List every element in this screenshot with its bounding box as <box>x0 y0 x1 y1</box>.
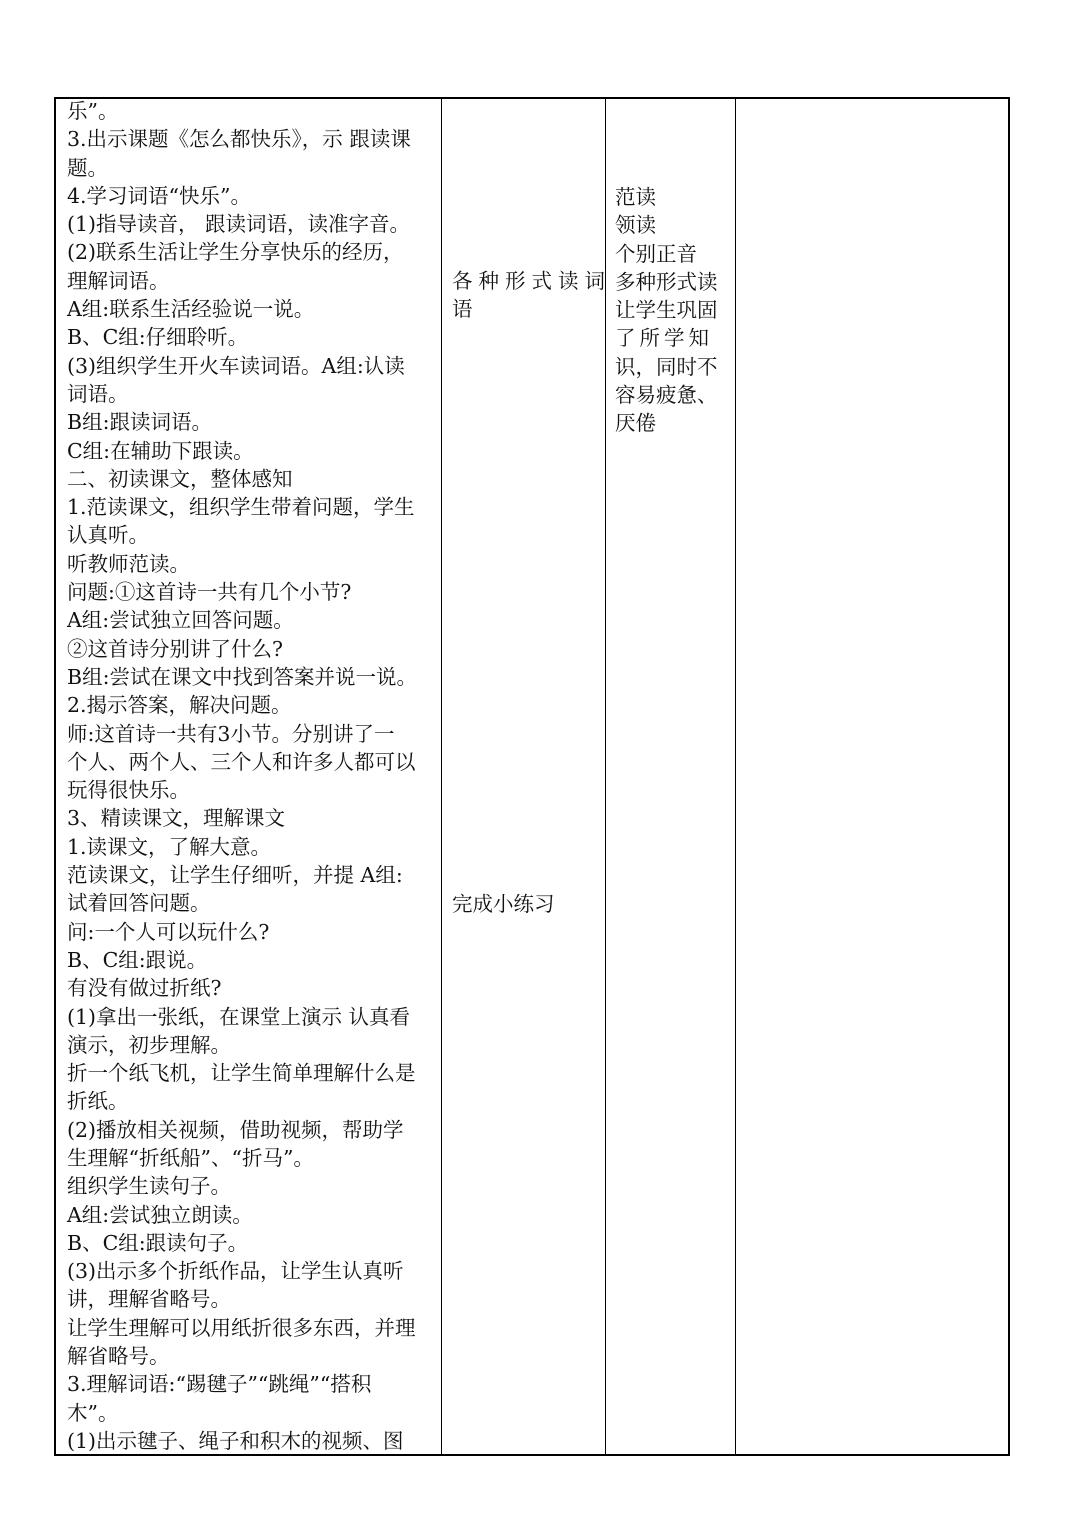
text-line: 演示，初步理解。 <box>67 1032 231 1057</box>
text-line: (2)播放相关视频，借助视频，帮助学 <box>67 1117 404 1142</box>
text-line: (3)出示多个折纸作品，让学生认真听 <box>67 1259 404 1284</box>
text-line: 个别正音 <box>615 241 697 266</box>
text-line: 3.出示课题《怎么都快乐》，示 跟读课 <box>67 127 411 152</box>
text-line: 了所学知 <box>615 326 713 351</box>
text-line: 乐”。 <box>67 99 119 123</box>
text-line: 讲，理解省略号。 <box>67 1287 231 1312</box>
text-line: C组:在辅助下跟读。 <box>67 438 254 463</box>
student-activity-block-1 <box>452 267 611 324</box>
text-line: 词语。 <box>67 381 129 406</box>
text-line: 理解词语。 <box>67 268 170 293</box>
text-line: 让学生巩固 <box>615 298 718 323</box>
text-line: 语 <box>452 297 473 322</box>
text-line: ②这首诗分别讲了什么? <box>67 636 283 661</box>
text-line: 多种形式读 <box>615 269 718 294</box>
text-line: A组:尝试独立朗读。 <box>67 1202 253 1227</box>
text-line: 师:这首诗一共有3小节。分别讲了一 <box>67 721 395 746</box>
text-line: 3、精读课文，理解课文 <box>67 806 286 831</box>
text-line: 让学生理解可以用纸折很多东西，并理 <box>67 1315 416 1340</box>
text-line: 2.揭示答案，解决问题。 <box>67 693 292 718</box>
text-line: 问题:①这首诗一共有几个小节? <box>67 580 352 605</box>
text-line: 听教师范读。 <box>67 551 190 576</box>
text-line: (1)出示毽子、绳子和积木的视频、图 <box>67 1428 404 1453</box>
lesson-plan-table <box>54 97 1010 1456</box>
text-line: 容易疲惫、 <box>615 383 718 408</box>
text-line: 试着回答问题。 <box>67 891 211 916</box>
text-line: 3.理解词语:“踢毽子”“跳绳”“搭积 <box>67 1372 372 1397</box>
text-line: 范读 <box>615 185 656 209</box>
text-line: (3)组织学生开火车读词语。A组:认读 <box>67 353 405 378</box>
text-line: 二、初读课文，整体感知 <box>67 466 293 491</box>
text-line: 各种形式读词 <box>452 269 611 293</box>
text-line: 题。 <box>67 155 108 180</box>
student-activity-block-2 <box>452 890 555 918</box>
text-line: 折纸。 <box>67 1089 129 1114</box>
text-line: (1)拿出一张纸，在课堂上演示 认真看 <box>67 1004 411 1029</box>
teaching-process-text <box>67 97 417 1455</box>
text-line: 有没有做过折纸? <box>67 976 222 1001</box>
text-line: 折一个纸飞机，让学生简单理解什么是 <box>67 1061 416 1086</box>
text-line: 完成小练习 <box>452 892 555 916</box>
design-intent-column <box>606 99 736 1454</box>
student-activity-column <box>442 99 611 1454</box>
text-line: 1.范读课文，组织学生带着问题，学生 <box>67 495 415 520</box>
teaching-process-column <box>56 99 442 1454</box>
text-line: B、C组:跟读句子。 <box>67 1230 249 1255</box>
text-line: 组织学生读句子。 <box>67 1174 231 1199</box>
text-line: 玩得很快乐。 <box>67 778 190 803</box>
text-line: 1.读课文，了解大意。 <box>67 834 272 859</box>
text-line: 问:一个人可以玩什么? <box>67 919 270 944</box>
text-line: (2)联系生活让学生分享快乐的经历， <box>67 240 404 265</box>
design-intent-text <box>615 183 718 438</box>
notes-column <box>736 99 1008 1454</box>
text-line: B组:尝试在课文中找到答案并说一说。 <box>67 664 417 689</box>
text-line: 认真听。 <box>67 523 149 548</box>
text-line: B、C组:仔细聆听。 <box>67 325 249 350</box>
text-line: 木”。 <box>67 1400 119 1425</box>
text-line: 范读课文，让学生仔细听，并提 A组: <box>67 863 403 888</box>
text-line: 领读 <box>615 213 656 238</box>
text-line: 厌倦 <box>615 411 656 436</box>
text-line: B组:跟读词语。 <box>67 410 212 435</box>
text-line: A组:联系生活经验说一说。 <box>67 297 315 322</box>
text-line: 解省略号。 <box>67 1344 170 1369</box>
text-line: B、C组:跟说。 <box>67 947 208 972</box>
text-line: 生理解“折纸船”、“折马”。 <box>67 1145 314 1170</box>
text-line: 个人、两个人、三个人和许多人都可以 <box>67 749 416 774</box>
text-line: A组:尝试独立回答问题。 <box>67 608 294 633</box>
text-line: 识，同时不 <box>615 354 718 379</box>
text-line: 4.学习词语“快乐”。 <box>67 183 252 208</box>
text-line: (1)指导读音， 跟读词语，读准字音。 <box>67 212 411 237</box>
